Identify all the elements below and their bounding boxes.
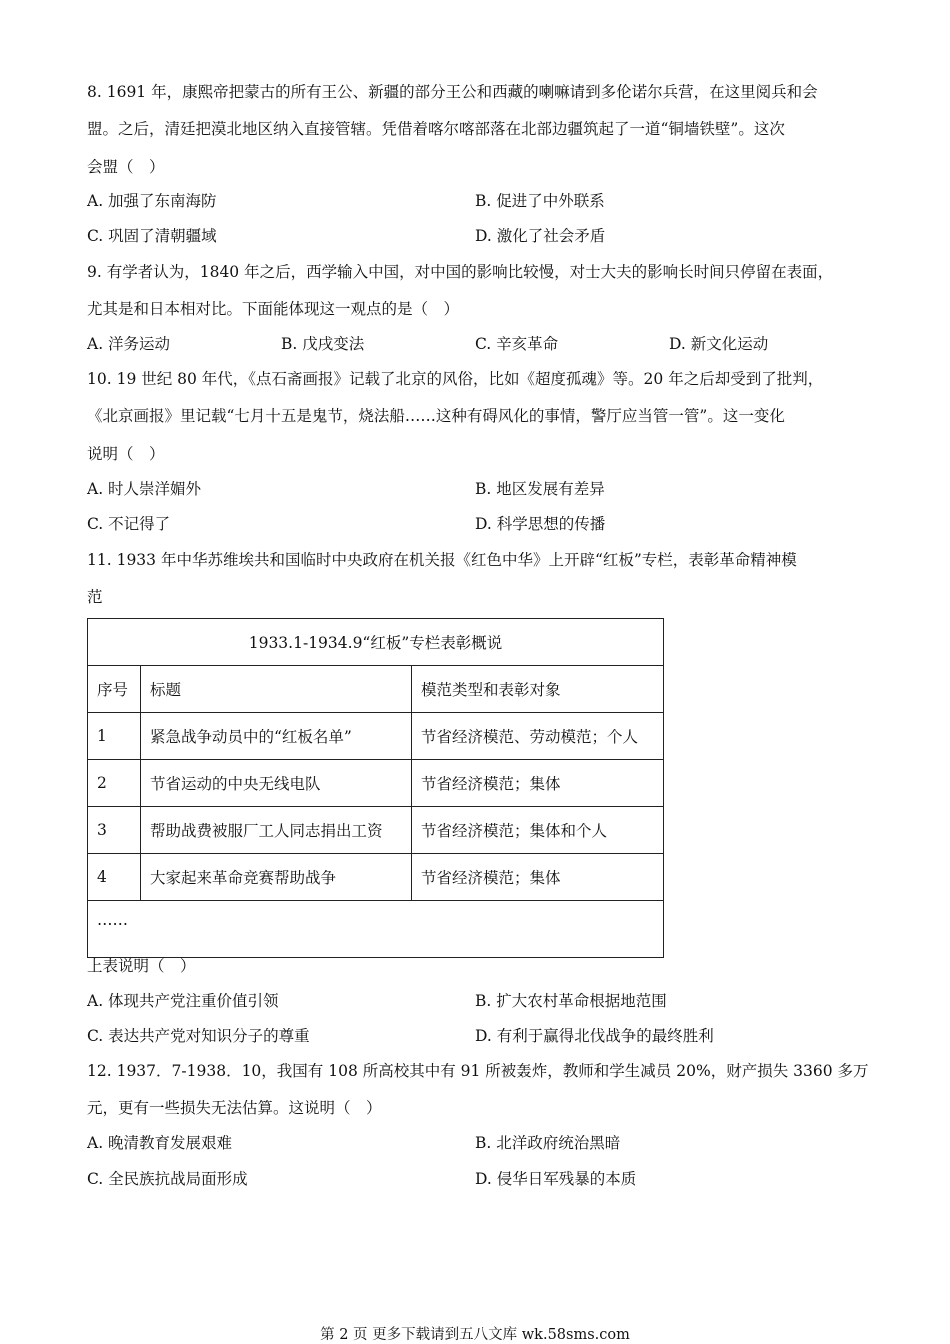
q10-option-b[interactable]: B. 地区发展有差异 bbox=[475, 480, 605, 498]
q12-stem-line-2: 元，更有一些损失无法估算。这说明（ ） bbox=[87, 1099, 382, 1117]
q8-stem-line-2: 盟。之后，清廷把漠北地区纳入直接管辖。凭借着喀尔喀部落在北部边疆筑起了一道“铜墙铁壁”。这次 bbox=[87, 120, 785, 138]
row-type: 节省经济模范；集体 bbox=[412, 760, 664, 807]
row-index: 3 bbox=[88, 807, 141, 854]
header-index: 序号 bbox=[88, 666, 141, 713]
row-title: 帮助战费被服厂工人同志捐出工资 bbox=[141, 807, 412, 854]
table-ellipsis-row bbox=[88, 901, 664, 958]
table-header-row bbox=[88, 666, 664, 713]
q10-option-d[interactable]: D. 科学思想的传播 bbox=[475, 515, 606, 533]
row-type: 节省经济模范、劳动模范；个人 bbox=[412, 713, 664, 760]
q12-option-c[interactable]: C. 全民族抗战局面形成 bbox=[87, 1170, 248, 1188]
table-row bbox=[88, 807, 664, 854]
q8-stem-line-1: 8. 1691 年，康熙帝把蒙古的所有王公、新疆的部分王公和西藏的喇嘛请到多伦诺尔兵营，在这里阅兵和会 bbox=[87, 83, 818, 101]
q9-stem-line-1: 9. 有学者认为，1840 年之后，西学输入中国，对中国的影响比较慢，对士大夫的影响长时间只停留在表面， bbox=[87, 263, 834, 281]
q11-option-d[interactable]: D. 有利于赢得北伐战争的最终胜利 bbox=[475, 1027, 714, 1045]
table-row bbox=[88, 713, 664, 760]
row-index: 2 bbox=[88, 760, 141, 807]
table-title: 1933.1-1934.9“红板”专栏表彰概说 bbox=[88, 619, 664, 666]
q11-stem-line-2: 范 bbox=[87, 588, 103, 606]
q12-option-d[interactable]: D. 侵华日军残暴的本质 bbox=[475, 1170, 637, 1188]
q10-stem-line-2: 《北京画报》里记载“七月十五是鬼节，烧法船……这种有碍风化的事情，警厅应当管一管”。这一变化 bbox=[87, 407, 785, 425]
page-footer: 第 2 页 更多下载请到五八文库 wk.58sms.com bbox=[320, 1327, 630, 1343]
q9-option-c[interactable]: C. 辛亥革命 bbox=[475, 335, 559, 353]
q10-stem-line-3: 说明（ ） bbox=[87, 445, 165, 463]
table-row bbox=[88, 854, 664, 901]
q11-after-table: 上表说明（ ） bbox=[87, 957, 196, 975]
red-board-table bbox=[87, 618, 664, 958]
row-title: 紧急战争动员中的“红板名单” bbox=[141, 713, 412, 760]
row-type: 节省经济模范；集体和个人 bbox=[412, 807, 664, 854]
table-row bbox=[88, 760, 664, 807]
q10-option-a[interactable]: A. 时人崇洋媚外 bbox=[87, 480, 202, 498]
table-ellipsis: …… bbox=[88, 901, 664, 958]
row-index: 1 bbox=[88, 713, 141, 760]
q8-option-b[interactable]: B. 促进了中外联系 bbox=[475, 192, 605, 210]
header-type: 模范类型和表彰对象 bbox=[412, 666, 664, 713]
q8-option-a[interactable]: A. 加强了东南海防 bbox=[87, 192, 217, 210]
row-index: 4 bbox=[88, 854, 141, 901]
q10-option-c[interactable]: C. 不记得了 bbox=[87, 515, 171, 533]
row-title: 大家起来革命竞赛帮助战争 bbox=[141, 854, 412, 901]
q9-stem-line-2: 尤其是和日本相对比。下面能体现这一观点的是（ ） bbox=[87, 300, 460, 318]
q8-option-c[interactable]: C. 巩固了清朝疆域 bbox=[87, 227, 217, 245]
q11-option-b[interactable]: B. 扩大农村革命根据地范围 bbox=[475, 992, 667, 1010]
header-title: 标题 bbox=[141, 666, 412, 713]
q9-option-a[interactable]: A. 洋务运动 bbox=[87, 335, 171, 353]
q11-option-c[interactable]: C. 表达共产党对知识分子的尊重 bbox=[87, 1027, 310, 1045]
q11-option-a[interactable]: A. 体现共产党注重价值引领 bbox=[87, 992, 279, 1010]
table-title-row bbox=[88, 619, 664, 666]
q8-option-d[interactable]: D. 激化了社会矛盾 bbox=[475, 227, 606, 245]
q10-stem-line-1: 10. 19 世纪 80 年代，《点石斋画报》记载了北京的风俗，比如《超度孤魂》等。20 年之后却受到了批判， bbox=[87, 370, 824, 388]
q12-option-a[interactable]: A. 晚清教育发展艰难 bbox=[87, 1134, 233, 1152]
q12-option-b[interactable]: B. 北洋政府统治黑暗 bbox=[475, 1134, 621, 1152]
row-type: 节省经济模范；集体 bbox=[412, 854, 664, 901]
q9-option-b[interactable]: B. 戊戌变法 bbox=[281, 335, 365, 353]
q12-stem-line-1: 12. 1937．7-1938．10，我国有 108 所高校其中有 91 所被轰炸，教师和学生减员 20%，财产损失 3360 多万 bbox=[87, 1062, 869, 1080]
q11-stem-line-1: 11. 1933 年中华苏维埃共和国临时中央政府在机关报《红色中华》上开辟“红板”专栏，表彰革命精神模 bbox=[87, 551, 797, 569]
q8-stem-line-3: 会盟（ ） bbox=[87, 158, 165, 176]
q9-option-d[interactable]: D. 新文化运动 bbox=[669, 335, 769, 353]
row-title: 节省运动的中央无线电队 bbox=[141, 760, 412, 807]
